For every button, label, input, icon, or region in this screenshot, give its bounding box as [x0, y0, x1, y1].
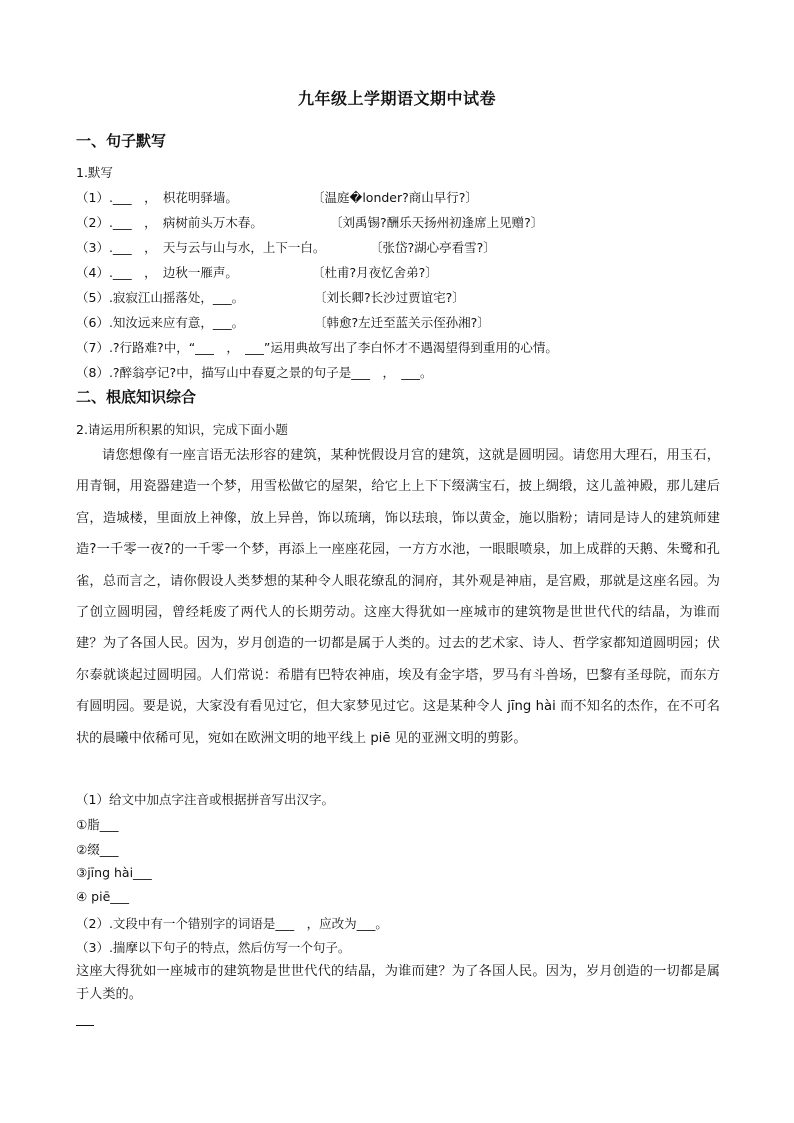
question-1-item-8	[76, 363, 432, 381]
question-1-label: 1.默写	[76, 165, 113, 180]
item-text: （4）.___ ， 边秋一雁声。	[76, 265, 238, 280]
subquestion-2: （2）.文段中有一个错别字的词语是___ ，应改为___。	[76, 916, 388, 931]
question-1-item-4	[76, 263, 438, 281]
question-1-item-2	[76, 213, 544, 231]
question-1-item-7	[76, 338, 558, 356]
question-1-item-6	[76, 313, 490, 331]
question-1-item-5	[76, 288, 465, 306]
subquestion-1: （1）给文中加点字注音或根据拼音写出汉字。	[76, 792, 334, 807]
item-text: （2）.___ ， 病树前头万木春。	[76, 215, 263, 230]
item-text: （7）.?行路难?中，“___ ， ___”运用典故写出了李白怀才不遇渴望得到重用的心情。	[76, 340, 558, 355]
subquestion-3: （3）.揣摩以下句子的特点，然后仿写一个句子。	[76, 940, 351, 955]
item-source: 〔张岱?湖心亭看雪?〕	[370, 240, 496, 255]
question-1-item-1	[76, 188, 478, 206]
item-text: （1）.___ ， 枳花明驿墙。	[76, 190, 238, 205]
section-heading-1: 一、句子默写	[76, 132, 167, 150]
item-source: 〔刘长卿?长沙过贾谊宅?〕	[314, 290, 465, 305]
item-source: 〔温庭�londer?商山早行?〕	[312, 190, 478, 205]
item-source: 〔韩愈?左迁至蓝关示侄孙湘?〕	[314, 315, 490, 330]
item-text: （8）.?醉翁亭记?中，描写山中春夏之景的句子是___ ， ___。	[76, 365, 433, 380]
quote-paragraph: 这座大得犹如一座城市的建筑物是世世代代的结晶，为谁而建？为了各国人民。因为，岁月创造的一切都是属于人类的。	[76, 964, 720, 1002]
item-source: 〔刘禹锡?酬乐天扬州初逢席上见赠?〕	[330, 215, 544, 230]
passage-paragraph: 请您想像有一座言语无法形容的建筑，某种恍假设月宫的建筑，这就是圆明园。请您用大理石，用玉石，用青铜，用瓷器建造一个梦，用雪松做它的屋架，给它上上下下缀满宝石，披上绸缎，这儿盖神殿，那儿建后宫，造城楼，里面放上神像，放上异兽，饰以琉璃，饰以珐琅，饰以黄金，施以脂粉；请同是诗人的建筑师建造?一千零一夜?的一千零一个梦，再添上一座座花园，一方方水池，一眼眼喷泉，加上成群的天鹅、朱鹭和孔雀，总而言之，请你假设人类梦想的某种令人眼花缭乱的洞府，其外观是神庙，是宫殿，那就是这座名园。为了创立圆明园，曾经耗废了两代人的长期劳动。这座大得犹如一座城市的建筑物是世世代代的结晶，为谁而建？为了各国人民。因为，岁月创造的一切都是属于人类的。过去的艺术家、诗人、哲学家都知道圆明园；伏尔泰就谈起过圆明园。人们常说：希腊有巴特农神庙，埃及有金字塔，罗马有斗兽场，巴黎有圣母院，而东方有圆明园。要是说，大家没有看见过它，但大家梦见过它。这是某种令人 jīng hài 而不知名的杰作，在不可名状的晨曦中依稀可见，宛如在欧洲文明的地平线上 piē 见的亚洲文明的剪影。	[76, 448, 720, 746]
answer-4: ④ piē___	[76, 889, 130, 904]
item-text: （5）.寂寂江山摇落处，___。	[76, 290, 245, 305]
answer-3: ③jīng hài___	[76, 865, 152, 880]
section-heading-2: 二、根底知识综合	[76, 388, 197, 406]
answer-2: ②缀___	[76, 842, 119, 857]
item-text: （3）.___ ， 天与云与山与水，上下一白。	[76, 240, 326, 255]
answer-1: ①脂___	[76, 817, 119, 832]
question-1-item-3	[76, 238, 496, 256]
answer-blank-line	[76, 1025, 94, 1026]
item-text: （6）.知汝远来应有意，___。	[76, 315, 245, 330]
question-2-label: 2.请运用所积累的知识，完成下面小题	[76, 422, 288, 437]
item-source: 〔杜甫?月夜忆舍弟?〕	[312, 265, 438, 280]
page-title: 九年级上学期语文期中试卷	[297, 89, 496, 108]
